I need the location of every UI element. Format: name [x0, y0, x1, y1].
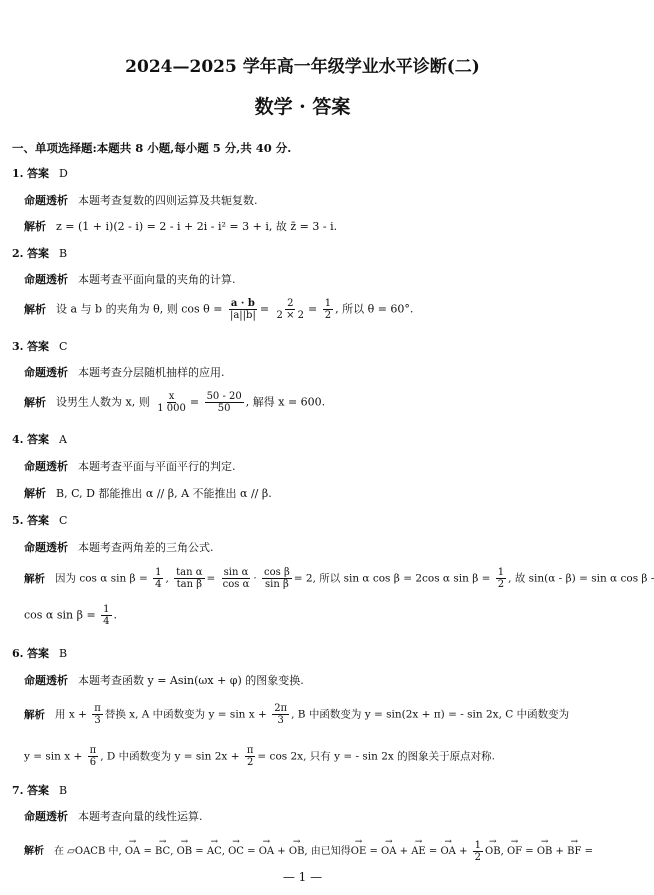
answer-line-6: 6. 答案 B: [12, 647, 68, 660]
answer-line-2: 2. 答案 B: [12, 247, 68, 260]
analysis-line-1: 命题透析 本题考查复数的四则运算及共轭复数.: [24, 194, 258, 207]
fraction: $\frac{\pi}{6}$: [89, 745, 97, 768]
fraction: $\frac{\text{tan α}}{\text{tan β}}$: [176, 567, 203, 590]
answer-value: C: [58, 514, 68, 527]
fraction: $\frac{2}{2 \times 2}$: [276, 298, 304, 321]
fraction: $\frac{\pi}{2}$: [246, 745, 254, 768]
answer-value: B: [58, 784, 68, 797]
analysis-line-5: 命题透析 本题考查两角差的三角公式.: [24, 541, 214, 554]
solution-line-6b: y = sin x + $\frac{\pi}{6}$ , D 中函数变为 y = sin 2x + $\frac{\pi}{2}$ = cos 2x, 只有 y = - sin 2x 的图象关于原点对称.: [24, 745, 496, 768]
fraction: $\frac{1}{2}$: [474, 840, 482, 863]
fraction: $\frac{a \cdot b}{|a||b|}$: [229, 298, 256, 321]
fraction: $\frac{50 - 20}{50}$: [206, 391, 242, 414]
solution-line-1: 解析 z = (1 + i)(2 - i) = 2 - i + 2i - i² = 3 + i, 故 z̄ = 3 - i.: [24, 220, 338, 233]
answer-value: B: [58, 247, 68, 260]
fraction: $\frac{\pi}{3}$: [94, 703, 101, 726]
fraction: $\frac{2\pi}{3}$: [274, 703, 288, 726]
solution-line-5b: cos α sin β = $\frac{1}{4}$ .: [24, 604, 118, 627]
fraction: $\frac{\text{cos β}}{\text{sin β}}$: [264, 567, 290, 590]
answer-value: C: [58, 340, 68, 353]
page-number: — 1 —: [282, 870, 323, 884]
section-heading: 一、单项选择题:本题共 8 小题,每小题 5 分,共 40 分.: [12, 141, 292, 155]
solution-line-3: 解析 设男生人数为 x, 则 $\frac{x}{1 000}$ = $\frac{50 - 20}{50}$ , 解得 x = 600.: [24, 391, 326, 414]
analysis-line-6: 命题透析 本题考查函数 y = Asin(ωx + φ) 的图象变换.: [24, 674, 304, 687]
fraction: $\frac{\text{sin α}}{\text{cos α}}$: [222, 567, 250, 590]
analysis-line-7: 命题透析 本题考查向量的线性运算.: [24, 810, 203, 823]
answer-line-3: 3. 答案 C: [12, 340, 68, 353]
fraction: $\frac{1}{2}$: [497, 567, 505, 590]
analysis-line-2: 命题透析 本题考查平面向量的夹角的计算.: [24, 273, 236, 286]
fraction: $\frac{x}{1 000}$: [157, 391, 186, 414]
document-title: 2024—2025 学年高一年级学业水平诊断(二): [125, 57, 480, 77]
analysis-line-4: 命题透析 本题考查平面与平面平行的判定.: [24, 460, 236, 473]
solution-line-2: 解析 设 a 与 b 的夹角为 θ, 则 cos θ = $\frac{a \cdot b}{|a||b|}$ = $\frac{2}{2 \times 2}$ = $\frac{1}{2}$ , 所以 θ = 60°.: [24, 298, 414, 321]
fraction: $\frac{1}{4}$: [103, 604, 110, 627]
fraction: $\frac{1}{2}$: [324, 298, 332, 321]
answer-line-4: 4. 答案 A: [12, 433, 67, 446]
document-subtitle: 数学 · 答案: [254, 96, 351, 118]
solution-line-5: 解析 因为 cos α sin β = $\frac{1}{4}$ , $\frac{\text{tan α}}{\text{tan β}}$ = $\frac{\text{sin α}}{\text{cos α}}$ · $\frac{\text{cos β}}{\text{sin β}}$ = 2, 所以 sin α cos β = 2cos α sin β = $\frac{1}{2}$ , 故 sin(α - β) = sin α cos β -: [24, 567, 654, 590]
answer-line-5: 5. 答案 C: [12, 514, 68, 527]
answer-line-1: 1. 答案 D: [12, 167, 68, 180]
solution-line-4: 解析 B, C, D 都能推出 α // β, A 不能推出 α // β.: [24, 487, 272, 500]
answer-value: B: [58, 647, 68, 660]
analysis-line-3: 命题透析 本题考查分层随机抽样的应用.: [24, 366, 225, 379]
solution-line-7: 解析 在 ▱OACB 中, → OA = → BC, → OB = → AC, → OC = → OA + → OB, 由已知得→ OE = → OA + → AE = → OA + $\frac{1}{2}$ → OB, → OF = → OB + → BF =: [24, 840, 593, 863]
solution-line-6: 解析 用 x + $\frac{\pi}{3}$ 替换 x, A 中函数变为 y = sin x + $\frac{2\pi}{3}$ , B 中函数变为 y = sin(2x + π) = - sin 2x, C 中函数变为: [24, 703, 570, 726]
fraction: $\frac{1}{4}$: [155, 567, 162, 590]
answer-value: A: [58, 433, 67, 446]
answer-line-7: 7. 答案 B: [12, 784, 68, 797]
answer-value: D: [58, 167, 68, 180]
